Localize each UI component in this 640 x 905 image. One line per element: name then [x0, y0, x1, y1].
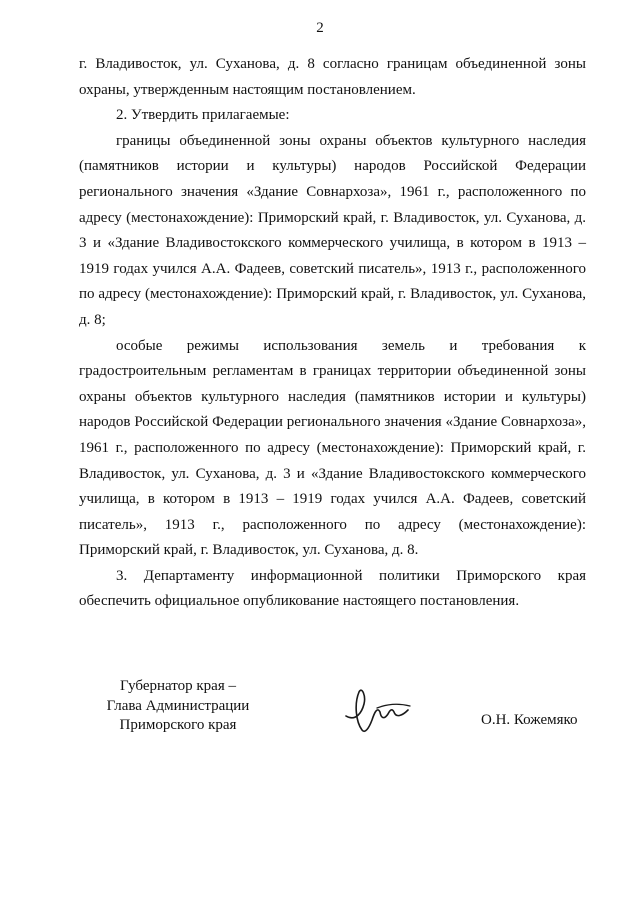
page-number: 2 — [316, 20, 324, 36]
paragraph-continuation: г. Владивосток, ул. Суханова, д. 8 согласно границам объединенной зоны охраны, утвержденным настоящим постановлением. — [79, 56, 586, 98]
signatory-title-line: Губернатор края – — [120, 678, 236, 694]
paragraph-land-use-regimes: особые режимы использования земель и требования к градостроительным регламентам в границах территории объединенной зоны охраны объектов культурного наследия (памятников истории и культуры) народов Российской Федерации регионального значения «Здание Совнархоза», 1961 г., расположенного по адресу (местонахождение): Приморский край, г. Владивосток, ул. Суханова, д. 3 и «Здание Владивостокского коммерческого училища, в котором в 1913 – 1919 годах учился А.А. Фадеев, советский писатель», 1913 г., расположенного по адресу (местонахождение): Приморский край, г. Владивосток, ул. Суханова, д. 8. — [79, 337, 586, 559]
signatory-title-line: Глава Администрации — [106, 697, 250, 714]
handwritten-signature — [332, 678, 422, 738]
paragraph-item-2: 2. Утвердить прилагаемые: — [116, 107, 290, 124]
document-body — [79, 52, 586, 615]
signatory-title — [78, 677, 278, 736]
signer-name: О.Н. Кожемяко — [481, 712, 578, 728]
signatory-title-line: Приморского края — [119, 717, 237, 733]
paragraph-zone-boundaries: границы объединенной зоны охраны объектов культурного наследия (памятников истории и культуры) народов Российской Федерации регионального значения «Здание Совнархоза», 1961 г., расположенного по адресу (местонахождение): Приморский край, г. Владивосток, ул. Суханова, д. 3 и «Здание Владивостокского коммерческого училища, в котором в 1913 – 1919 годах учился А.А. Фадеев, советский писатель», 1913 г., расположенного по адресу (местонахождение): Приморский край, г. Владивосток, ул. Суханова, д. 8; — [79, 132, 586, 328]
paragraph-item-3: 3. Департаменту информационной политики Приморского края обеспечить официальное опубликование настоящего постановления. — [79, 567, 586, 610]
